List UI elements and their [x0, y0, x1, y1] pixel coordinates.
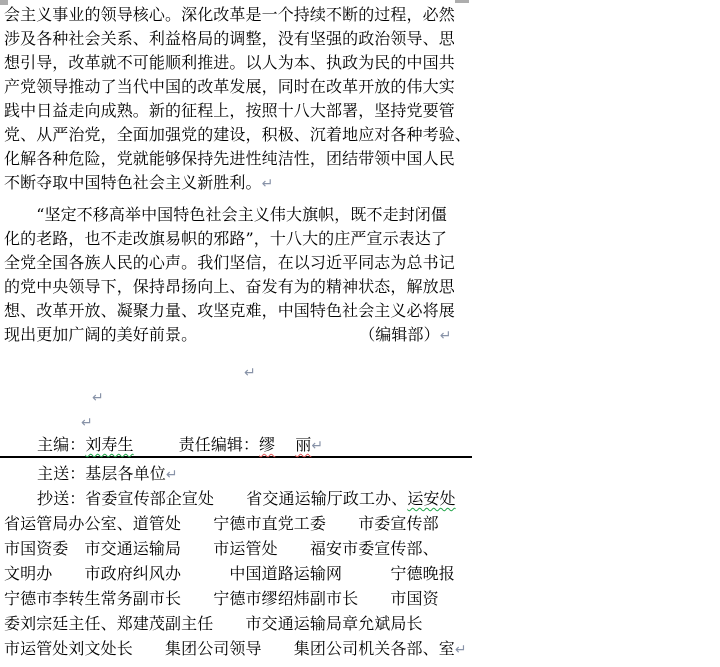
- responsible-editor-givenname: 丽: [295, 435, 312, 454]
- text-line: “坚定不移高举中国特色社会主义伟大旗帜，既不走封闭僵: [4, 205, 447, 224]
- paragraph-mark-icon: ↵: [92, 390, 104, 406]
- text-line: 产党领导推动了当代中国的改革发展，同时在改革开放的伟大实: [4, 77, 455, 96]
- text-line: [4, 171, 716, 195]
- main-send-text: 主送：基层各单位: [37, 464, 166, 483]
- cc-line-last: [4, 636, 716, 661]
- cc-first-prefix: 抄送：省委宣传部企宣处 省交通运输厅政工办、: [37, 489, 408, 508]
- text-line: 涉及各种社会关系、利益格局的调整，没有坚强的政治领导、思: [4, 29, 455, 48]
- paragraph-mark-icon: ↵: [261, 176, 274, 192]
- attribution-text: （编辑部）: [367, 325, 440, 344]
- text-line: [4, 323, 716, 347]
- empty-line: [4, 384, 716, 409]
- text-line: 省运管局办公室、道管处 宁德市直党工委 市委宣传部: [4, 514, 439, 533]
- text-line: 全党全国各族人民的心声。我们坚信，在以习近平同志为总书记: [4, 253, 455, 272]
- text-line: 文明办 市政府纠风办 中国道路运输网 宁德晚报: [4, 564, 455, 583]
- cc-list: [4, 486, 716, 661]
- paragraph-mark-icon: ↵: [244, 365, 256, 381]
- cc-last-text: 市运管处刘文处长 集团公司领导 集团公司机关各部、室: [4, 639, 455, 658]
- editor-credits-line: [4, 434, 716, 456]
- empty-line: [4, 359, 716, 384]
- chief-editor-name: 刘寿生: [85, 435, 134, 454]
- paragraph-1-lines: [4, 3, 716, 171]
- cc-first-underlined: 运安处: [407, 489, 456, 508]
- main-send-line: [4, 458, 716, 486]
- paragraph-mark-icon: ↵: [311, 438, 324, 454]
- text-line: 践中日益走向成熟。新的征程上，按照十八大部署，坚持党要管: [4, 101, 455, 120]
- paragraph-2-last-text: 现出更加广阔的美好前景。: [4, 325, 198, 344]
- text-line: 市国资委 市交通运输局 市运管处 福安市委宣传部、: [4, 539, 439, 558]
- empty-line: [4, 409, 716, 434]
- paragraph-2-lines: [4, 203, 716, 323]
- paragraph-1: [4, 3, 716, 195]
- paragraph-mark-icon: ↵: [81, 415, 93, 431]
- document-body: [4, 3, 716, 661]
- responsible-editor-label: 责任编辑：: [178, 435, 260, 454]
- text-line: 会主义事业的领导核心。深化改革是一个持续不断的过程，必然: [4, 5, 455, 24]
- text-line: 的党中央领导下，保持昂扬向上、奋发有为的精神状态，解放思: [4, 277, 455, 296]
- responsible-editor-surname: 缪: [259, 435, 276, 454]
- text-line: 宁德市李转生常务副市长 宁德市缪绍炜副市长 市国资: [4, 589, 439, 608]
- text-line: 化的老路，也不走改旗易帜的邪路”，十八大的庄严宣示表达了: [4, 229, 447, 248]
- paragraph-2: [4, 203, 716, 347]
- text-line: 想引导，改革就不可能顺利推进。以人为本、执政为民的中国共: [4, 53, 455, 72]
- empty-paragraphs: [4, 359, 716, 434]
- cc-line-first: [4, 486, 716, 511]
- text-line: 想、改革开放、凝聚力量、攻坚克难，中国特色社会主义必将展: [4, 301, 455, 320]
- paragraph-mark-icon: ↵: [439, 328, 452, 344]
- paragraph-1-last-text: 不断夺取中国特色社会主义新胜利。: [4, 173, 262, 192]
- paragraph-mark-icon: ↵: [165, 467, 178, 483]
- cc-lines: [4, 511, 716, 636]
- paragraph-mark-icon: ↵: [454, 642, 467, 658]
- text-line: 委刘宗廷主任、郑建茂副主任 市交通运输局章允斌局长: [4, 614, 423, 633]
- text-line: 化解各种危险，党就能够保持先进性纯洁性，团结带领中国人民: [4, 149, 455, 168]
- chief-editor-label: 主编：: [37, 435, 86, 454]
- text-line: 党、从严治党，全面加强党的建设，积极、沉着地应对各种考验、: [4, 125, 471, 144]
